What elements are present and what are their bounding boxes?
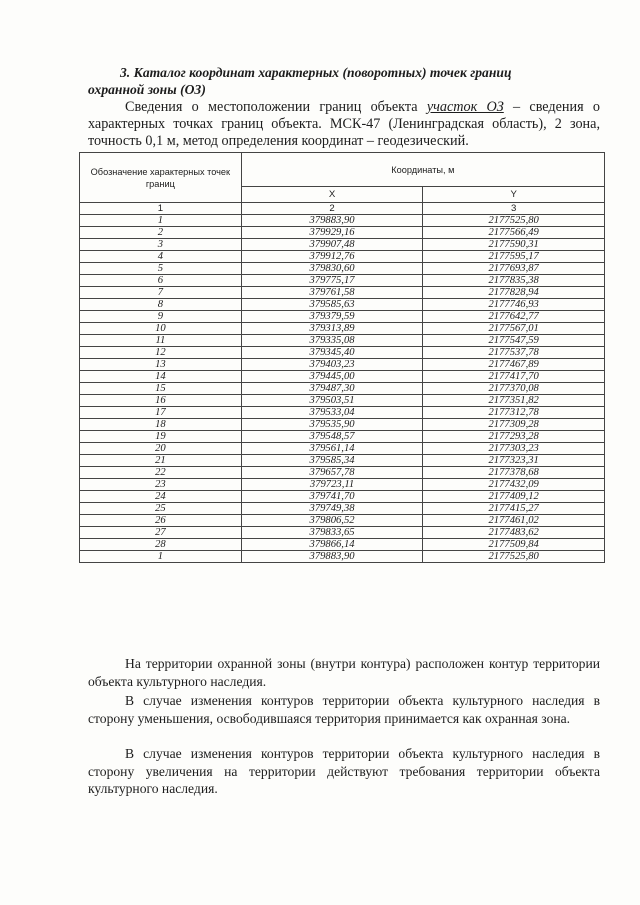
table-row	[80, 275, 605, 287]
table-row	[80, 419, 605, 431]
y-coordinate: 2177509,84	[423, 539, 605, 551]
table-row	[80, 407, 605, 419]
table-row	[80, 503, 605, 515]
y-coordinate: 2177409,12	[423, 491, 605, 503]
table-row	[80, 311, 605, 323]
intro-paragraph	[88, 99, 600, 150]
y-coordinate: 2177547,59	[423, 335, 605, 347]
y-coordinate: 2177595,17	[423, 251, 605, 263]
x-coordinate: 379723,11	[241, 479, 423, 491]
paragraph-2	[88, 692, 600, 727]
coordinates-header: Координаты, м	[241, 153, 604, 187]
y-coordinate: 2177693,87	[423, 263, 605, 275]
table-row	[80, 431, 605, 443]
table-row	[80, 539, 605, 551]
table-row	[80, 263, 605, 275]
column-number: 1	[80, 203, 242, 215]
point-number: 24	[80, 491, 242, 503]
point-number: 20	[80, 443, 242, 455]
point-number: 27	[80, 527, 242, 539]
y-coordinate: 2177566,49	[423, 227, 605, 239]
y-coordinate: 2177312,78	[423, 407, 605, 419]
x-coordinate: 379445,00	[241, 371, 423, 383]
table-row	[80, 215, 605, 227]
y-coordinate: 2177303,23	[423, 443, 605, 455]
intro-text-part1: Сведения о местоположении границ объекта	[125, 99, 427, 115]
point-number: 13	[80, 359, 242, 371]
point-number: 4	[80, 251, 242, 263]
x-coordinate: 379548,57	[241, 431, 423, 443]
table-row	[80, 299, 605, 311]
y-coordinate: 2177642,77	[423, 311, 605, 323]
table-row	[80, 395, 605, 407]
point-number: 2	[80, 227, 242, 239]
y-coordinate: 2177746,93	[423, 299, 605, 311]
x-coordinate: 379883,90	[241, 215, 423, 227]
point-number: 9	[80, 311, 242, 323]
x-coordinate: 379866,14	[241, 539, 423, 551]
section-heading-line-1: 3. Каталог координат характерных (поворотных) точек границ	[120, 65, 512, 80]
paragraph-3-text: В случае изменения контуров территории объекта культурного наследия в сторону увеличения на территории действуют требования территории объекта культурного наследия.	[88, 746, 600, 796]
point-number: 22	[80, 467, 242, 479]
section-heading-line-2: охранной зоны (ОЗ)	[88, 82, 206, 97]
point-number: 18	[80, 419, 242, 431]
table-row	[80, 323, 605, 335]
x-coordinate: 379749,38	[241, 503, 423, 515]
column-number-row	[80, 203, 605, 215]
column-number: 2	[241, 203, 423, 215]
paragraph-2-text: В случае изменения контуров территории объекта культурного наследия в сторону уменьшения, освободившаяся территория принимается как охранная зона.	[88, 693, 600, 726]
y-coordinate: 2177567,01	[423, 323, 605, 335]
table-row	[80, 335, 605, 347]
x-coordinate: 379533,04	[241, 407, 423, 419]
paragraph-3	[88, 745, 600, 798]
x-coordinate: 379830,60	[241, 263, 423, 275]
x-coordinate: 379345,40	[241, 347, 423, 359]
table-row	[80, 551, 605, 563]
table-row	[80, 515, 605, 527]
x-coordinate: 379379,59	[241, 311, 423, 323]
x-coordinate: 379403,23	[241, 359, 423, 371]
y-coordinate: 2177432,09	[423, 479, 605, 491]
x-coordinate: 379535,90	[241, 419, 423, 431]
paragraph-1	[88, 655, 600, 690]
point-number: 1	[80, 215, 242, 227]
x-coordinate: 379775,17	[241, 275, 423, 287]
section-heading	[88, 64, 594, 98]
point-label-header: Обозначение характерных точек границ	[80, 153, 242, 203]
point-number: 8	[80, 299, 242, 311]
x-coordinate: 379741,70	[241, 491, 423, 503]
point-number: 7	[80, 287, 242, 299]
x-coordinate: 379487,30	[241, 383, 423, 395]
y-coordinate: 2177483,62	[423, 527, 605, 539]
table-row	[80, 239, 605, 251]
x-header: X	[241, 187, 423, 203]
table-row	[80, 455, 605, 467]
y-coordinate: 2177537,78	[423, 347, 605, 359]
point-number: 5	[80, 263, 242, 275]
x-coordinate: 379929,16	[241, 227, 423, 239]
point-number: 26	[80, 515, 242, 527]
table-row	[80, 227, 605, 239]
point-number: 19	[80, 431, 242, 443]
table-row	[80, 383, 605, 395]
x-coordinate: 379657,78	[241, 467, 423, 479]
point-number: 10	[80, 323, 242, 335]
table-row	[80, 491, 605, 503]
y-coordinate: 2177525,80	[423, 551, 605, 563]
y-coordinate: 2177293,28	[423, 431, 605, 443]
y-coordinate: 2177351,82	[423, 395, 605, 407]
y-coordinate: 2177828,94	[423, 287, 605, 299]
point-number: 21	[80, 455, 242, 467]
y-coordinate: 2177370,08	[423, 383, 605, 395]
y-coordinate: 2177467,89	[423, 359, 605, 371]
y-coordinate: 2177415,27	[423, 503, 605, 515]
y-coordinate: 2177835,38	[423, 275, 605, 287]
x-coordinate: 379335,08	[241, 335, 423, 347]
table-row	[80, 251, 605, 263]
y-header: Y	[423, 187, 605, 203]
table-row	[80, 443, 605, 455]
intro-text-part2: – сведения о характерных точках границ объекта. МСК-47 (Ленинградская область), 2 зона, точность 0,1 м, метод определения координат – геодезический.	[88, 99, 600, 149]
y-coordinate: 2177378,68	[423, 467, 605, 479]
x-coordinate: 379561,14	[241, 443, 423, 455]
x-coordinate: 379833,65	[241, 527, 423, 539]
column-number: 3	[423, 203, 605, 215]
point-number: 23	[80, 479, 242, 491]
point-number: 6	[80, 275, 242, 287]
point-number: 25	[80, 503, 242, 515]
x-coordinate: 379883,90	[241, 551, 423, 563]
x-coordinate: 379585,63	[241, 299, 423, 311]
y-coordinate: 2177417,70	[423, 371, 605, 383]
point-number: 1	[80, 551, 242, 563]
table-row	[80, 527, 605, 539]
y-coordinate: 2177309,28	[423, 419, 605, 431]
point-number: 16	[80, 395, 242, 407]
table-row	[80, 371, 605, 383]
x-coordinate: 379912,76	[241, 251, 423, 263]
object-name: участок ОЗ	[426, 99, 504, 115]
point-number: 17	[80, 407, 242, 419]
x-coordinate: 379806,52	[241, 515, 423, 527]
x-coordinate: 379503,51	[241, 395, 423, 407]
x-coordinate: 379907,48	[241, 239, 423, 251]
x-coordinate: 379313,89	[241, 323, 423, 335]
point-number: 28	[80, 539, 242, 551]
point-number: 3	[80, 239, 242, 251]
table-row	[80, 287, 605, 299]
table-row	[80, 479, 605, 491]
table-row	[80, 467, 605, 479]
paragraph-1-text: На территории охранной зоны (внутри контура) расположен контур территории объекта культурного наследия.	[88, 656, 600, 689]
y-coordinate: 2177323,31	[423, 455, 605, 467]
x-coordinate: 379761,58	[241, 287, 423, 299]
table-row	[80, 359, 605, 371]
point-number: 12	[80, 347, 242, 359]
y-coordinate: 2177461,02	[423, 515, 605, 527]
y-coordinate: 2177590,31	[423, 239, 605, 251]
y-coordinate: 2177525,80	[423, 215, 605, 227]
point-number: 14	[80, 371, 242, 383]
point-number: 15	[80, 383, 242, 395]
table-row	[80, 347, 605, 359]
coordinates-table	[79, 152, 605, 563]
point-number: 11	[80, 335, 242, 347]
x-coordinate: 379585,34	[241, 455, 423, 467]
